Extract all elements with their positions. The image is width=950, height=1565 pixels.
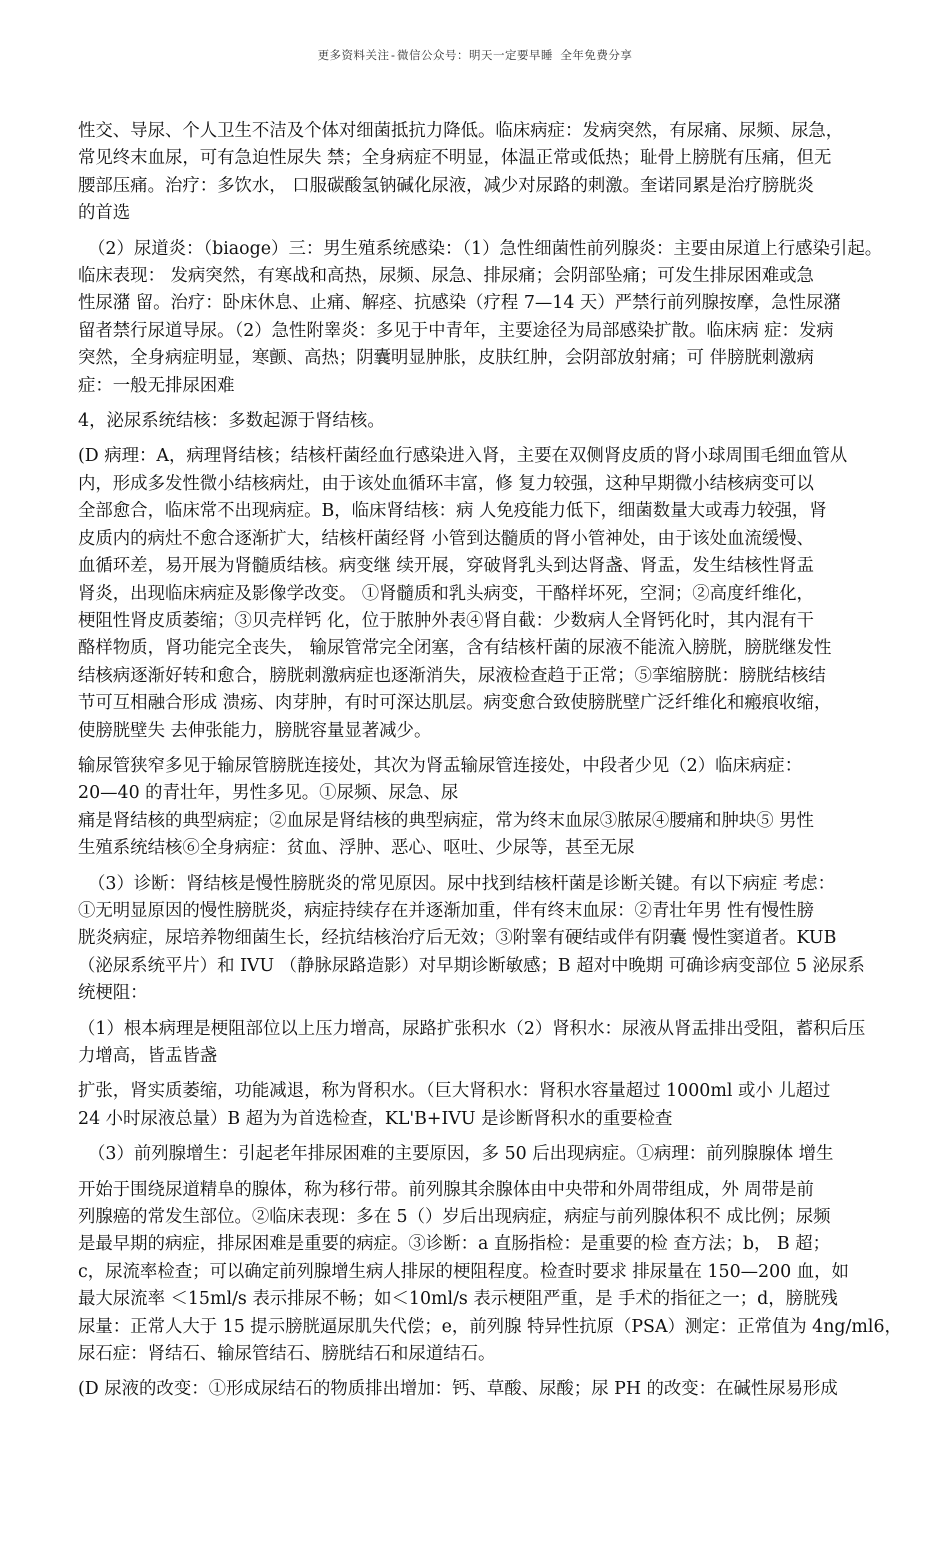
text-line: 临床表现： 发病突然，有寒战和高热，尿频、尿急、排尿痛；会阴部坠痛；可发生排尿困难或急 xyxy=(78,266,814,287)
text-line: 症：一般无排尿困难 xyxy=(78,375,235,396)
text-line: （2）尿道炎：（biaoge）三：男生殖系统感染：（1）急性细菌性前列腺炎：主要由尿道上行感染引起。 xyxy=(88,238,883,259)
text-line: 内，形成多发性微小结核病灶，由于该处血循环丰富，修 复力较强，这种早期微小结核病变可以 xyxy=(78,473,814,494)
text-line: c，尿流率检查；可以确定前列腺增生病人排尿的梗阻程度。检查时要求 排尿量在 150—200 血，如 xyxy=(78,1261,849,1282)
text-line: (D 尿液的改变：①形成尿结石的物质排出增加：钙、草酸、尿酸；尿 PH 的改变：在碱性尿易形成 xyxy=(78,1379,838,1400)
text-line: 扩张，肾实质萎缩，功能减退，称为肾积水。（巨大肾积水：肾积水容量超过 1000ml 或小 儿超过 xyxy=(78,1081,831,1102)
text-line: 梗阻性肾皮质萎缩；③贝壳样钙 化，位于脓肿外表④肾自截：少数病人全肾钙化时，其内混有干 xyxy=(78,610,814,631)
text-line: 是最早期的病症，排尿困难是重要的病症。③诊断：a 直肠指检：是重要的检 查方法；b， B 超； xyxy=(78,1234,831,1255)
text-line: 尿石症：肾结石、输尿管结石、膀胱结石和尿道结石。 xyxy=(78,1344,496,1365)
text-line: 酪样物质，肾功能完全丧失， 输尿管常完全闭塞，含有结核杆菌的尿液不能流入膀胱，膀胱继发性 xyxy=(78,638,832,659)
text-line: 血循环差，易开展为肾髓质结核。病变继 续开展，穿破肾乳头到达肾盏、肾盂，发生结核性肾盂 xyxy=(78,556,814,577)
text-line: 使膀胱壁失 去伸张能力，膀胱容量显著减少。 xyxy=(78,720,432,741)
page-header-banner: 更多资料关注-微信公众号：明天一定要早睡 全年免费分享 xyxy=(317,48,633,62)
text-line: 4，泌尿系统结核：多数起源于肾结核。 xyxy=(78,411,385,432)
text-line: 留者禁行尿道导尿。（2）急性附睾炎：多见于中青年，主要途径为局部感染扩散。临床病 症：发病 xyxy=(78,320,834,341)
text-line: 24 小时尿液总量）B 超为为首选检查，KL'B+IVU 是诊断肾积水的重要检查 xyxy=(78,1108,673,1129)
text-line: 性尿潴 留。治疗：卧床休息、止痛、解痉、抗感染（疗程 7—14 天）严禁行前列腺按摩，急性尿潴 xyxy=(78,293,841,314)
text-line: 全部愈合，临床常不出现病症。B，临床肾结核：病 人免疫能力低下，细菌数量大或毒力较强，肾 xyxy=(78,501,827,522)
text-line: 力增高，皆盂皆盏 xyxy=(78,1046,218,1066)
text-line: 常见终末血尿，可有急迫性尿失 禁；全身病症不明显，体温正常或低热；耻骨上膀胱有压痛，但无 xyxy=(78,148,832,169)
text-line: 痛是肾结核的典型病症；②血尿是肾结核的典型病症，常为终末血尿③脓尿④腰痛和肿块⑤ 男性 xyxy=(78,810,814,831)
text-line: （3）前列腺增生：引起老年排尿困难的主要原因，多 50 后出现病症。①病理：前列腺腺体 增生 xyxy=(88,1144,834,1165)
text-line: 输尿管狭窄多见于输尿管膀胱连接处，其次为肾盂输尿管连接处，中段者少见（2）临床病症： xyxy=(78,755,803,776)
text-line: 开始于围绕尿道精阜的腺体，称为移行带。前列腺其余腺体由中央带和外周带组成，外 周带是前 xyxy=(78,1179,814,1200)
text-line: （泌尿系统平片）和 IVU （静脉尿路造影）对早期诊断敏感；B 超对中晚期 可确诊病变部位 5 泌尿系 xyxy=(78,955,865,976)
text-line: 生殖系统结核⑥全身病症：贫血、浮肿、恶心、呕吐、少尿等，甚至无尿 xyxy=(78,838,635,859)
text-line: (D 病理：A，病理肾结核；结核杆菌经血行感染进入肾，主要在双侧肾皮质的肾小球周围毛细血管从 xyxy=(78,446,848,467)
text-line: 肾炎，出现临床病症及影像学改变。 ①肾髓质和乳头病变，干酪样坏死，空洞；②高度纤维化， xyxy=(78,583,814,604)
text-line: 的首选 xyxy=(78,203,131,224)
text-line: 胱炎病症，尿培养物细菌生长，经抗结核治疗后无效；③附睾有硬结或伴有阴囊 慢性窦道者。KUB xyxy=(78,928,837,949)
text-line: 20—40 的青壮年，男性多见。①尿频、尿急、尿 xyxy=(78,783,459,804)
text-line: ①无明显原因的慢性膀胱炎，病症持续存在并逐渐加重，伴有终末血尿：②青壮年男 性有慢性膀 xyxy=(78,900,814,921)
text-line: 性交、导尿、个人卫生不洁及个体对细菌抵抗力降低。临床病症：发病突然，有尿痛、尿频、尿急， xyxy=(78,121,844,141)
text-line: （1）根本病理是梗阻部位以上压力增高，尿路扩张积水（2）肾积水：尿液从肾盂排出受阻，蓄积后压 xyxy=(78,1018,866,1039)
text-line: 统梗阻： xyxy=(78,983,148,1004)
text-line: 结核病逐渐好转和愈合，膀胱刺激病症也逐渐消失，尿液检查趋于正常；⑤挛缩膀胱：膀胱结核结 xyxy=(78,665,826,686)
text-line: 节可互相融合形成 溃疡、肉芽肿，有时可深达肌层。病变愈合致使膀胱壁广泛纤维化和瘢痕收缩， xyxy=(78,693,832,714)
document-body xyxy=(78,118,902,1404)
text-line: 皮质内的病灶不愈合逐渐扩大，结核杆菌经肾 小管到达髓质的肾小管神处，由于该处血流缓慢、 xyxy=(78,528,814,549)
text-line: 尿量：正常人大于 15 提示膀胱逼尿肌失代偿；e，前列腺 特异性抗原（PSA）测定：正常值为 4ng/ml6， xyxy=(78,1316,902,1337)
text-line: 腰部压痛。治疗：多饮水， 口服碳酸氢钠碱化尿液，减少对尿路的刺激。奎诺同累是治疗膀胱炎 xyxy=(78,175,814,196)
text-line: 突然，全身病症明显，寒颤、高热；阴囊明显肿胀，皮肤红肿，会阴部放射痛；可 伴膀胱刺激病 xyxy=(78,348,814,369)
text-line: 列腺癌的常发生部位。②临床表现：多在 5（）岁后出现病症，病症与前列腺体积不 成比例；尿频 xyxy=(78,1207,831,1228)
text-line: 最大尿流率 ＜15ml/s 表示排尿不畅；如＜10ml/s 表示梗阻严重，是 手术的指征之一；d，膀胱残 xyxy=(78,1289,838,1310)
text-line: （3）诊断：肾结核是慢性膀胱炎的常见原因。尿中找到结核杆菌是诊断关键。有以下病症 考虑： xyxy=(88,873,836,894)
